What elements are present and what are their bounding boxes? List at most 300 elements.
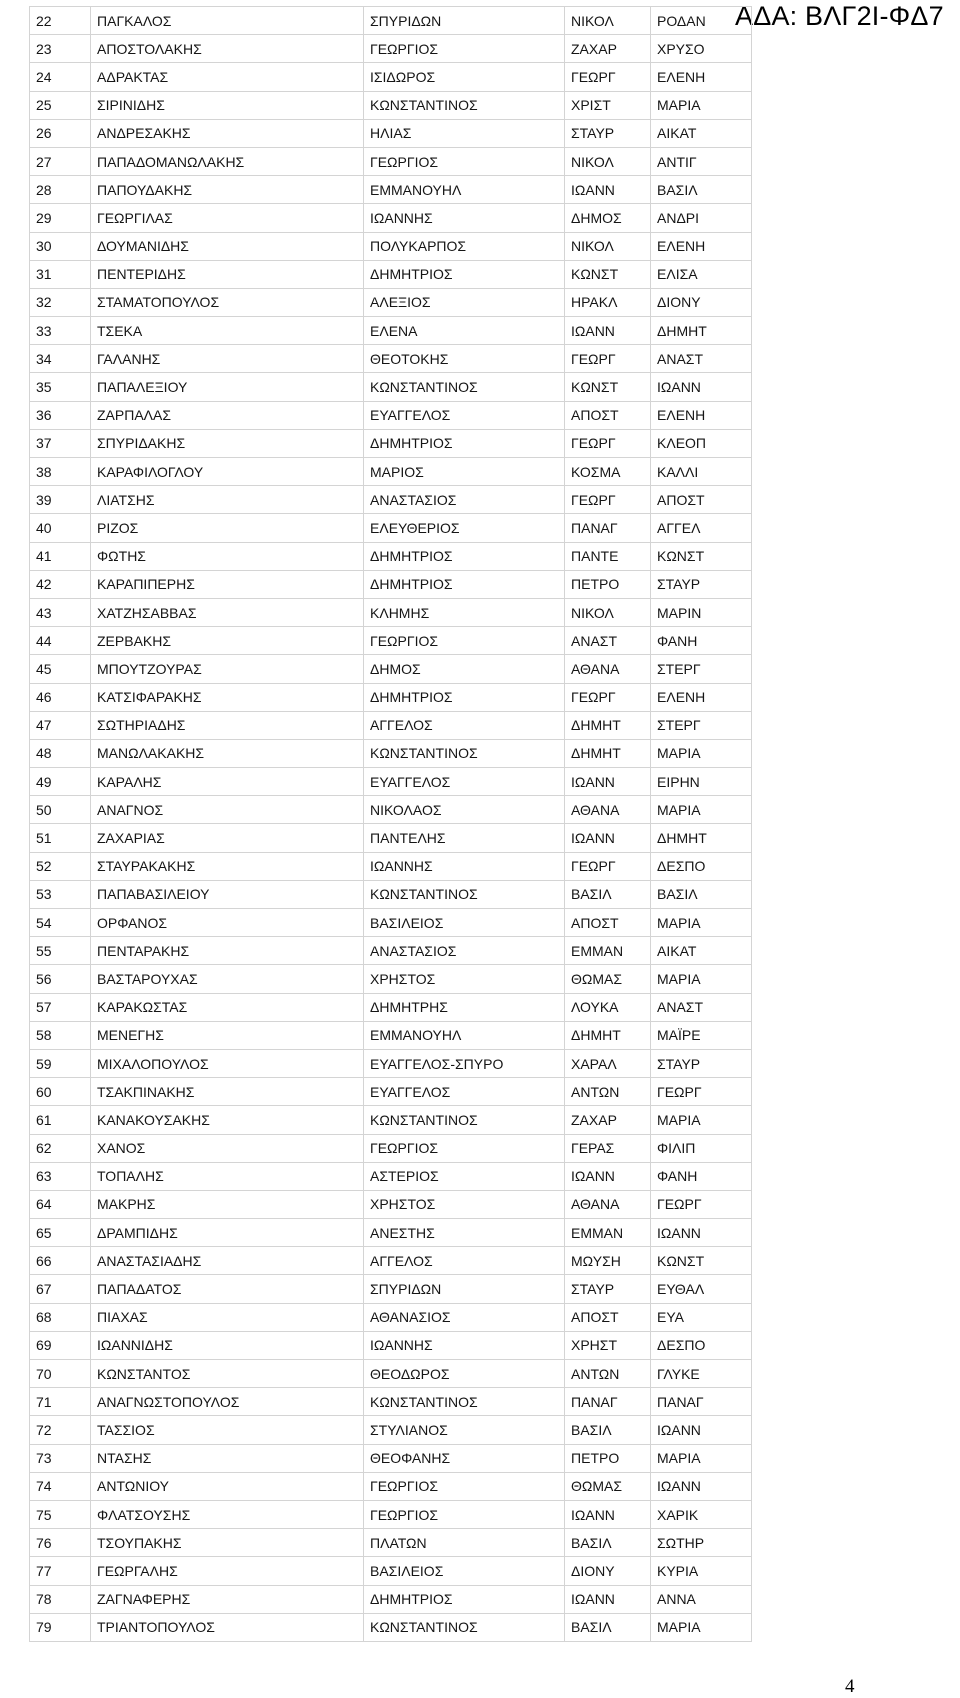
mother-name-cell: ΕΛΕΝΗ [651, 63, 752, 91]
table-row [30, 1190, 752, 1218]
surname-cell: ΟΡΦΑΝΟΣ [91, 909, 364, 937]
father-name-cell: ΠΑΝΤΕ [565, 542, 651, 570]
table-row [30, 1388, 752, 1416]
table-row [30, 768, 752, 796]
father-name-cell: ΜΩΥΣΗ [565, 1247, 651, 1275]
surname-cell: ΣΠΥΡΙΔΑΚΗΣ [91, 429, 364, 457]
row-number-cell: 58 [30, 1021, 91, 1049]
father-name-cell: ΓΕΩΡΓ [565, 486, 651, 514]
first-name-cell: ΚΩΝΣΤΑΝΤΙΝΟΣ [364, 373, 565, 401]
father-name-cell: ΔΗΜΟΣ [565, 204, 651, 232]
father-name-cell: ΔΙΟΝΥ [565, 1557, 651, 1585]
mother-name-cell: ΜΑΡΙΑ [651, 739, 752, 767]
surname-cell: ΣΩΤΗΡΙΑΔΗΣ [91, 711, 364, 739]
father-name-cell: ΣΤΑΥΡ [565, 1275, 651, 1303]
mother-name-cell: ΣΤΕΡΓ [651, 655, 752, 683]
row-number-cell: 32 [30, 288, 91, 316]
row-number-cell: 76 [30, 1529, 91, 1557]
row-number-cell: 47 [30, 711, 91, 739]
father-name-cell: ΛΟΥΚΑ [565, 993, 651, 1021]
mother-name-cell: ΦΑΝΗ [651, 1162, 752, 1190]
father-name-cell: ΣΤΑΥΡ [565, 119, 651, 147]
first-name-cell: ΑΓΓΕΛΟΣ [364, 711, 565, 739]
surname-cell: ΖΑΓΝΑΦΕΡΗΣ [91, 1585, 364, 1613]
surname-cell: ΓΕΩΡΓΑΛΗΣ [91, 1557, 364, 1585]
first-name-cell: ΑΣΤΕΡΙΟΣ [364, 1162, 565, 1190]
surname-cell: ΝΤΑΣΗΣ [91, 1444, 364, 1472]
mother-name-cell: ΜΑΡΙΑ [651, 965, 752, 993]
first-name-cell: ΙΩΑΝΝΗΣ [364, 1331, 565, 1359]
row-number-cell: 40 [30, 514, 91, 542]
mother-name-cell: ΜΑΡΙΑ [651, 91, 752, 119]
surname-cell: ΑΠΟΣΤΟΛΑΚΗΣ [91, 35, 364, 63]
mother-name-cell: ΕΛΙΣΑ [651, 260, 752, 288]
mother-name-cell: ΕΛΕΝΗ [651, 232, 752, 260]
row-number-cell: 24 [30, 63, 91, 91]
mother-name-cell: ΕΛΕΝΗ [651, 683, 752, 711]
father-name-cell: ΓΕΡΑΣ [565, 1134, 651, 1162]
row-number-cell: 30 [30, 232, 91, 260]
father-name-cell: ΕΜΜΑΝ [565, 1219, 651, 1247]
surname-cell: ΚΑΝΑΚΟΥΣΑΚΗΣ [91, 1106, 364, 1134]
first-name-cell: ΚΩΝΣΤΑΝΤΙΝΟΣ [364, 91, 565, 119]
mother-name-cell: ΣΤΑΥΡ [651, 1049, 752, 1077]
row-number-cell: 77 [30, 1557, 91, 1585]
table-row [30, 711, 752, 739]
mother-name-cell: ΚΥΡΙΑ [651, 1557, 752, 1585]
first-name-cell: ΗΛΙΑΣ [364, 119, 565, 147]
mother-name-cell: ΚΩΝΣΤ [651, 542, 752, 570]
mother-name-cell: ΜΑΡΙΝ [651, 598, 752, 626]
father-name-cell: ΠΑΝΑΓ [565, 1388, 651, 1416]
father-name-cell: ΑΝΑΣΤ [565, 627, 651, 655]
surname-cell: ΔΟΥΜΑΝΙΔΗΣ [91, 232, 364, 260]
row-number-cell: 22 [30, 7, 91, 35]
mother-name-cell: ΙΩΑΝΝ [651, 1219, 752, 1247]
first-name-cell: ΔΗΜΟΣ [364, 655, 565, 683]
row-number-cell: 59 [30, 1049, 91, 1077]
surname-cell: ΒΑΣΤΑΡΟΥΧΑΣ [91, 965, 364, 993]
table-row [30, 1529, 752, 1557]
mother-name-cell: ΑΠΟΣΤ [651, 486, 752, 514]
father-name-cell: ΒΑΣΙΛ [565, 1613, 651, 1641]
row-number-cell: 43 [30, 598, 91, 626]
table-row [30, 993, 752, 1021]
first-name-cell: ΕΜΜΑΝΟΥΗΛ [364, 176, 565, 204]
father-name-cell: ΙΩΑΝΝ [565, 824, 651, 852]
table-row [30, 1106, 752, 1134]
mother-name-cell: ΕΙΡΗΝ [651, 768, 752, 796]
first-name-cell: ΧΡΗΣΤΟΣ [364, 1190, 565, 1218]
table-row [30, 345, 752, 373]
mother-name-cell: ΓΛΥΚΕ [651, 1360, 752, 1388]
surname-cell: ΓΕΩΡΓΙΛΑΣ [91, 204, 364, 232]
mother-name-cell: ΚΩΝΣΤ [651, 1247, 752, 1275]
row-number-cell: 57 [30, 993, 91, 1021]
table-row [30, 1472, 752, 1500]
mother-name-cell: ΔΗΜΗΤ [651, 824, 752, 852]
first-name-cell: ΣΤΥΛΙΑΝΟΣ [364, 1416, 565, 1444]
mother-name-cell: ΓΕΩΡΓ [651, 1078, 752, 1106]
father-name-cell: ΙΩΑΝΝ [565, 1162, 651, 1190]
first-name-cell: ΑΛΕΞΙΟΣ [364, 288, 565, 316]
first-name-cell: ΙΣΙΔΩΡΟΣ [364, 63, 565, 91]
surname-cell: ΜΕΝΕΓΗΣ [91, 1021, 364, 1049]
surname-cell: ΤΟΠΑΛΗΣ [91, 1162, 364, 1190]
row-number-cell: 41 [30, 542, 91, 570]
row-number-cell: 45 [30, 655, 91, 683]
mother-name-cell: ΙΩΑΝΝ [651, 1416, 752, 1444]
surname-cell: ΑΝΤΩΝΙΟΥ [91, 1472, 364, 1500]
father-name-cell: ΠΑΝΑΓ [565, 514, 651, 542]
row-number-cell: 71 [30, 1388, 91, 1416]
first-name-cell: ΑΝΑΣΤΑΣΙΟΣ [364, 937, 565, 965]
mother-name-cell: ΑΙΚΑΤ [651, 937, 752, 965]
table-row [30, 1613, 752, 1641]
mother-name-cell: ΜΑΡΙΑ [651, 1106, 752, 1134]
father-name-cell: ΑΘΑΝΑ [565, 655, 651, 683]
mother-name-cell: ΑΝΔΡΙ [651, 204, 752, 232]
father-name-cell: ΓΕΩΡΓ [565, 852, 651, 880]
row-number-cell: 60 [30, 1078, 91, 1106]
father-name-cell: ΔΗΜΗΤ [565, 711, 651, 739]
mother-name-cell: ΑΙΚΑΤ [651, 119, 752, 147]
row-number-cell: 39 [30, 486, 91, 514]
father-name-cell: ΙΩΑΝΝ [565, 768, 651, 796]
mother-name-cell: ΣΤΑΥΡ [651, 570, 752, 598]
first-name-cell: ΕΥΑΓΓΕΛΟΣ-ΣΠΥΡΟ [364, 1049, 565, 1077]
first-name-cell: ΕΛΕΥΘΕΡΙΟΣ [364, 514, 565, 542]
surname-cell: ΠΕΝΤΑΡΑΚΗΣ [91, 937, 364, 965]
table-row [30, 288, 752, 316]
table-row [30, 1162, 752, 1190]
surname-cell: ΠΑΓΚΑΛΟΣ [91, 7, 364, 35]
table-row [30, 1444, 752, 1472]
mother-name-cell: ΔΕΣΠΟ [651, 852, 752, 880]
mother-name-cell: ΓΕΩΡΓ [651, 1190, 752, 1218]
table-row [30, 176, 752, 204]
mother-name-cell: ΙΩΑΝΝ [651, 1472, 752, 1500]
surname-cell: ΠΑΠΑΛΕΞΙΟΥ [91, 373, 364, 401]
first-name-cell: ΓΕΩΡΓΙΟΣ [364, 1500, 565, 1528]
father-name-cell: ΠΕΤΡΟ [565, 1444, 651, 1472]
ada-code: ΑΔΑ: ΒΛΓ2Ι-ΦΔ7 [735, 1, 944, 31]
first-name-cell: ΔΗΜΗΤΡΙΟΣ [364, 570, 565, 598]
row-number-cell: 66 [30, 1247, 91, 1275]
table-row [30, 7, 752, 35]
table-row [30, 1078, 752, 1106]
row-number-cell: 62 [30, 1134, 91, 1162]
father-name-cell: ΗΡΑΚΛ [565, 288, 651, 316]
table-row [30, 1360, 752, 1388]
table-row [30, 880, 752, 908]
table-row [30, 1247, 752, 1275]
first-name-cell: ΜΑΡΙΟΣ [364, 458, 565, 486]
father-name-cell: ΑΝΤΩΝ [565, 1360, 651, 1388]
table-row [30, 1500, 752, 1528]
father-name-cell: ΖΑΧΑΡ [565, 35, 651, 63]
mother-name-cell: ΠΑΝΑΓ [651, 1388, 752, 1416]
surname-cell: ΤΡΙΑΝΤΟΠΟΥΛΟΣ [91, 1613, 364, 1641]
mother-name-cell: ΜΑΡΙΑ [651, 909, 752, 937]
father-name-cell: ΚΩΝΣΤ [565, 373, 651, 401]
father-name-cell: ΑΠΟΣΤ [565, 909, 651, 937]
surname-cell: ΦΩΤΗΣ [91, 542, 364, 570]
surname-cell: ΑΝΑΣΤΑΣΙΑΔΗΣ [91, 1247, 364, 1275]
first-name-cell: ΚΩΝΣΤΑΝΤΙΝΟΣ [364, 880, 565, 908]
row-number-cell: 31 [30, 260, 91, 288]
surname-cell: ΚΑΤΣΙΦΑΡΑΚΗΣ [91, 683, 364, 711]
row-number-cell: 48 [30, 739, 91, 767]
first-name-cell: ΑΝΑΣΤΑΣΙΟΣ [364, 486, 565, 514]
first-name-cell: ΚΛΗΜΗΣ [364, 598, 565, 626]
roster-table-body [30, 7, 752, 1642]
table-row [30, 683, 752, 711]
table-row [30, 204, 752, 232]
father-name-cell: ΙΩΑΝΝ [565, 1585, 651, 1613]
table-row [30, 429, 752, 457]
table-row [30, 1303, 752, 1331]
row-number-cell: 74 [30, 1472, 91, 1500]
mother-name-cell: ΧΡΥΣΟ [651, 35, 752, 63]
father-name-cell: ΝΙΚΟΛ [565, 7, 651, 35]
table-row [30, 35, 752, 63]
row-number-cell: 55 [30, 937, 91, 965]
row-number-cell: 28 [30, 176, 91, 204]
table-row [30, 598, 752, 626]
surname-cell: ΠΙΑΧΑΣ [91, 1303, 364, 1331]
mother-name-cell: ΦΑΝΗ [651, 627, 752, 655]
surname-cell: ΤΣΑΚΠΙΝΑΚΗΣ [91, 1078, 364, 1106]
first-name-cell: ΧΡΗΣΤΟΣ [364, 965, 565, 993]
row-number-cell: 56 [30, 965, 91, 993]
father-name-cell: ΒΑΣΙΛ [565, 880, 651, 908]
first-name-cell: ΘΕΟΦΑΝΗΣ [364, 1444, 565, 1472]
mother-name-cell: ΑΝΤΙΓ [651, 147, 752, 175]
row-number-cell: 64 [30, 1190, 91, 1218]
first-name-cell: ΚΩΝΣΤΑΝΤΙΝΟΣ [364, 739, 565, 767]
page-number: 4 [845, 1676, 855, 1697]
table-row [30, 1021, 752, 1049]
row-number-cell: 27 [30, 147, 91, 175]
father-name-cell: ΝΙΚΟΛ [565, 147, 651, 175]
mother-name-cell: ΚΑΛΛΙ [651, 458, 752, 486]
first-name-cell: ΕΥΑΓΓΕΛΟΣ [364, 768, 565, 796]
table-row [30, 486, 752, 514]
surname-cell: ΤΣΕΚΑ [91, 317, 364, 345]
row-number-cell: 72 [30, 1416, 91, 1444]
surname-cell: ΦΛΑΤΣΟΥΣΗΣ [91, 1500, 364, 1528]
first-name-cell: ΚΩΝΣΤΑΝΤΙΝΟΣ [364, 1613, 565, 1641]
surname-cell: ΚΑΡΑΛΗΣ [91, 768, 364, 796]
surname-cell: ΜΠΟΥΤΖΟΥΡΑΣ [91, 655, 364, 683]
table-row [30, 1416, 752, 1444]
row-number-cell: 23 [30, 35, 91, 63]
row-number-cell: 75 [30, 1500, 91, 1528]
father-name-cell: ΑΠΟΣΤ [565, 401, 651, 429]
table-row [30, 63, 752, 91]
mother-name-cell: ΕΛΕΝΗ [651, 401, 752, 429]
surname-cell: ΚΑΡΑΚΩΣΤΑΣ [91, 993, 364, 1021]
table-row [30, 514, 752, 542]
mother-name-cell: ΔΙΟΝΥ [651, 288, 752, 316]
first-name-cell: ΕΥΑΓΓΕΛΟΣ [364, 401, 565, 429]
surname-cell: ΤΑΣΣΙΟΣ [91, 1416, 364, 1444]
father-name-cell: ΙΩΑΝΝ [565, 1500, 651, 1528]
table-row [30, 852, 752, 880]
row-number-cell: 69 [30, 1331, 91, 1359]
row-number-cell: 52 [30, 852, 91, 880]
first-name-cell: ΓΕΩΡΓΙΟΣ [364, 1134, 565, 1162]
surname-cell: ΤΣΟΥΠΑΚΗΣ [91, 1529, 364, 1557]
first-name-cell: ΝΙΚΟΛΑΟΣ [364, 796, 565, 824]
mother-name-cell: ΕΥΘΑΛ [651, 1275, 752, 1303]
table-row [30, 119, 752, 147]
table-row [30, 627, 752, 655]
row-number-cell: 50 [30, 796, 91, 824]
row-number-cell: 29 [30, 204, 91, 232]
father-name-cell: ΖΑΧΑΡ [565, 1106, 651, 1134]
first-name-cell: ΕΜΜΑΝΟΥΗΛ [364, 1021, 565, 1049]
table-row [30, 458, 752, 486]
mother-name-cell: ΑΝΑΣΤ [651, 993, 752, 1021]
row-number-cell: 73 [30, 1444, 91, 1472]
surname-cell: ΠΕΝΤΕΡΙΔΗΣ [91, 260, 364, 288]
mother-name-cell: ΜΑΡΙΑ [651, 1444, 752, 1472]
first-name-cell: ΣΠΥΡΙΔΩΝ [364, 1275, 565, 1303]
surname-cell: ΣΤΑΥΡΑΚΑΚΗΣ [91, 852, 364, 880]
first-name-cell: ΔΗΜΗΤΡΗΣ [364, 993, 565, 1021]
table-row [30, 909, 752, 937]
row-number-cell: 61 [30, 1106, 91, 1134]
surname-cell: ΑΝΑΓΝΟΣ [91, 796, 364, 824]
first-name-cell: ΕΥΑΓΓΕΛΟΣ [364, 1078, 565, 1106]
father-name-cell: ΒΑΣΙΛ [565, 1529, 651, 1557]
surname-cell: ΚΑΡΑΦΙΛΟΓΛΟΥ [91, 458, 364, 486]
father-name-cell: ΓΕΩΡΓ [565, 345, 651, 373]
row-number-cell: 33 [30, 317, 91, 345]
surname-cell: ΠΑΠΑΒΑΣΙΛΕΙΟΥ [91, 880, 364, 908]
table-row [30, 937, 752, 965]
father-name-cell: ΓΕΩΡΓ [565, 683, 651, 711]
surname-cell: ΠΑΠΑΔΑΤΟΣ [91, 1275, 364, 1303]
mother-name-cell: ΑΝΑΣΤ [651, 345, 752, 373]
surname-cell: ΣΤΑΜΑΤΟΠΟΥΛΟΣ [91, 288, 364, 316]
first-name-cell: ΣΠΥΡΙΔΩΝ [364, 7, 565, 35]
row-number-cell: 53 [30, 880, 91, 908]
row-number-cell: 25 [30, 91, 91, 119]
father-name-cell: ΓΕΩΡΓ [565, 429, 651, 457]
first-name-cell: ΘΕΟΤΟΚΗΣ [364, 345, 565, 373]
father-name-cell: ΧΑΡΑΛ [565, 1049, 651, 1077]
table-row [30, 373, 752, 401]
surname-cell: ΠΑΠΟΥΔΑΚΗΣ [91, 176, 364, 204]
table-row [30, 1557, 752, 1585]
mother-name-cell: ΣΩΤΗΡ [651, 1529, 752, 1557]
first-name-cell: ΓΕΩΡΓΙΟΣ [364, 35, 565, 63]
first-name-cell: ΑΝΕΣΤΗΣ [364, 1219, 565, 1247]
first-name-cell: ΙΩΑΝΝΗΣ [364, 204, 565, 232]
surname-cell: ΡΙΖΟΣ [91, 514, 364, 542]
father-name-cell: ΧΡΗΣΤ [565, 1331, 651, 1359]
table-row [30, 1219, 752, 1247]
mother-name-cell: ΒΑΣΙΛ [651, 176, 752, 204]
father-name-cell: ΚΩΝΣΤ [565, 260, 651, 288]
mother-name-cell: ΑΝΝΑ [651, 1585, 752, 1613]
surname-cell: ΧΑΝΟΣ [91, 1134, 364, 1162]
row-number-cell: 51 [30, 824, 91, 852]
row-number-cell: 68 [30, 1303, 91, 1331]
row-number-cell: 44 [30, 627, 91, 655]
table-row [30, 796, 752, 824]
first-name-cell: ΠΟΛΥΚΑΡΠΟΣ [364, 232, 565, 260]
table-row [30, 1134, 752, 1162]
father-name-cell: ΔΗΜΗΤ [565, 739, 651, 767]
father-name-cell: ΔΗΜΗΤ [565, 1021, 651, 1049]
row-number-cell: 26 [30, 119, 91, 147]
father-name-cell: ΝΙΚΟΛ [565, 232, 651, 260]
surname-cell: ΠΑΠΑΔΟΜΑΝΩΛΑΚΗΣ [91, 147, 364, 175]
surname-cell: ΖΑΧΑΡΙΑΣ [91, 824, 364, 852]
row-number-cell: 65 [30, 1219, 91, 1247]
table-row [30, 570, 752, 598]
row-number-cell: 42 [30, 570, 91, 598]
row-number-cell: 79 [30, 1613, 91, 1641]
table-row [30, 317, 752, 345]
surname-cell: ΧΑΤΖΗΣΑΒΒΑΣ [91, 598, 364, 626]
first-name-cell: ΙΩΑΝΝΗΣ [364, 852, 565, 880]
roster-table [29, 6, 752, 1642]
first-name-cell: ΕΛΕΝΑ [364, 317, 565, 345]
father-name-cell: ΓΕΩΡΓ [565, 63, 651, 91]
mother-name-cell: ΜΑΡΙΑ [651, 796, 752, 824]
first-name-cell: ΒΑΣΙΛΕΙΟΣ [364, 1557, 565, 1585]
table-row [30, 1331, 752, 1359]
table-row [30, 1049, 752, 1077]
row-number-cell: 67 [30, 1275, 91, 1303]
table-row [30, 232, 752, 260]
mother-name-cell: ΕΥΑ [651, 1303, 752, 1331]
first-name-cell: ΔΗΜΗΤΡΙΟΣ [364, 542, 565, 570]
row-number-cell: 63 [30, 1162, 91, 1190]
row-number-cell: 38 [30, 458, 91, 486]
surname-cell: ΚΩΝΣΤΑΝΤΟΣ [91, 1360, 364, 1388]
surname-cell: ΙΩΑΝΝΙΔΗΣ [91, 1331, 364, 1359]
row-number-cell: 78 [30, 1585, 91, 1613]
first-name-cell: ΓΕΩΡΓΙΟΣ [364, 1472, 565, 1500]
father-name-cell: ΒΑΣΙΛ [565, 1416, 651, 1444]
mother-name-cell: ΜΑΡΙΑ [651, 1613, 752, 1641]
first-name-cell: ΚΩΝΣΤΑΝΤΙΝΟΣ [364, 1106, 565, 1134]
surname-cell: ΣΙΡΙΝΙΔΗΣ [91, 91, 364, 119]
mother-name-cell: ΣΤΕΡΓ [651, 711, 752, 739]
first-name-cell: ΔΗΜΗΤΡΙΟΣ [364, 260, 565, 288]
surname-cell: ΖΑΡΠΑΛΑΣ [91, 401, 364, 429]
row-number-cell: 35 [30, 373, 91, 401]
table-row [30, 1275, 752, 1303]
first-name-cell: ΒΑΣΙΛΕΙΟΣ [364, 909, 565, 937]
father-name-cell: ΠΕΤΡΟ [565, 570, 651, 598]
father-name-cell: ΘΩΜΑΣ [565, 1472, 651, 1500]
surname-cell: ΜΑΝΩΛΑΚΑΚΗΣ [91, 739, 364, 767]
table-row [30, 824, 752, 852]
table-row [30, 401, 752, 429]
row-number-cell: 34 [30, 345, 91, 373]
mother-name-cell: ΦΙΛΙΠ [651, 1134, 752, 1162]
row-number-cell: 36 [30, 401, 91, 429]
table-row [30, 1585, 752, 1613]
first-name-cell: ΚΩΝΣΤΑΝΤΙΝΟΣ [364, 1388, 565, 1416]
